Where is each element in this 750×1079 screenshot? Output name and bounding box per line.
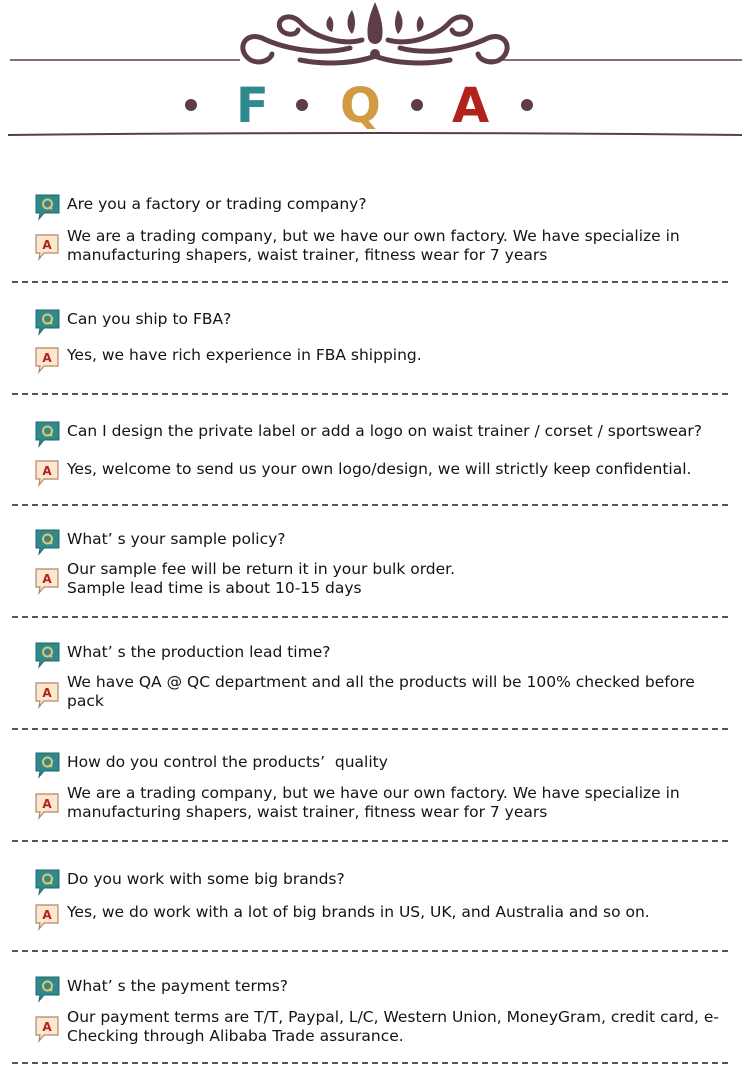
question-text: What’ s your sample policy? [67, 530, 286, 548]
dashed-divider [12, 950, 728, 952]
q-speech-bubble-icon [34, 751, 62, 779]
answer-text: Yes, welcome to send us your own logo/design, we will strictly keep confidential. [67, 460, 692, 478]
svg-text:A: A [42, 238, 52, 252]
a-speech-bubble-icon [34, 792, 62, 820]
q-speech-bubble-icon [34, 420, 62, 448]
question-text: Do you work with some big brands? [67, 870, 345, 888]
svg-text:A: A [42, 1020, 52, 1034]
dashed-divider [12, 616, 728, 618]
q-speech-bubble-icon [34, 193, 62, 221]
question-text: Can I design the private label or add a logo on waist trainer / corset / sportswear? [67, 422, 703, 440]
answer-text: We are a trading company, but we have our own factory. We have specialize in manufacturing shapers, waist trainer, fitness wear for 7 years [67, 784, 680, 821]
answer-text: Our payment terms are T/T, Paypal, L/C, Western Union, MoneyGram, credit card, e-Checking through Alibaba Trade assurance. [67, 1008, 720, 1045]
q-speech-bubble-icon [34, 868, 62, 896]
dashed-divider [12, 281, 728, 283]
question-text: Are you a factory or trading company? [67, 195, 367, 213]
a-speech-bubble-icon [34, 903, 62, 931]
a-speech-bubble-icon [34, 1015, 62, 1043]
dashed-divider [12, 393, 728, 395]
svg-text:A: A [42, 464, 52, 478]
a-speech-bubble-icon [34, 233, 62, 261]
title-letter-a: A [452, 78, 490, 134]
page-title [0, 78, 750, 138]
answer-text: Yes, we do work with a lot of big brands in US, UK, and Australia and so on. [67, 903, 650, 921]
answer-text: Yes, we have rich experience in FBA shipping. [67, 346, 422, 364]
title-letter-q: Q [340, 78, 381, 134]
q-speech-bubble-icon [34, 528, 62, 556]
fqa-header [0, 0, 750, 160]
title-letter-f: F [236, 78, 269, 134]
question-text: What’ s the payment terms? [67, 977, 289, 995]
answer-text: Our sample fee will be return it in your bulk order. Sample lead time is about 10-15 days [67, 560, 456, 597]
question-text: Can you ship to FBA? [67, 310, 232, 328]
q-speech-bubble-icon [34, 641, 62, 669]
a-speech-bubble-icon [34, 346, 62, 374]
svg-text:A: A [42, 572, 52, 586]
q-speech-bubble-icon [34, 308, 62, 336]
dashed-divider [12, 728, 728, 730]
q-speech-bubble-icon [34, 975, 62, 1003]
svg-text:A: A [42, 351, 52, 365]
answer-text: We have QA @ QC department and all the products will be 100% checked before pack [67, 673, 695, 710]
question-text: What’ s the production lead time? [67, 643, 331, 661]
svg-text:A: A [42, 908, 52, 922]
dashed-divider [12, 504, 728, 506]
dashed-divider [12, 840, 728, 842]
a-speech-bubble-icon [34, 567, 62, 595]
answer-text: We are a trading company, but we have our own factory. We have specialize in manufacturing shapers, waist trainer, fitness wear for 7 years [67, 227, 680, 264]
a-speech-bubble-icon [34, 681, 62, 709]
svg-text:A: A [42, 797, 52, 811]
a-speech-bubble-icon [34, 459, 62, 487]
svg-text:A: A [42, 686, 52, 700]
dashed-divider [12, 1062, 728, 1064]
question-text: How do you control the products’ quality [67, 753, 388, 771]
